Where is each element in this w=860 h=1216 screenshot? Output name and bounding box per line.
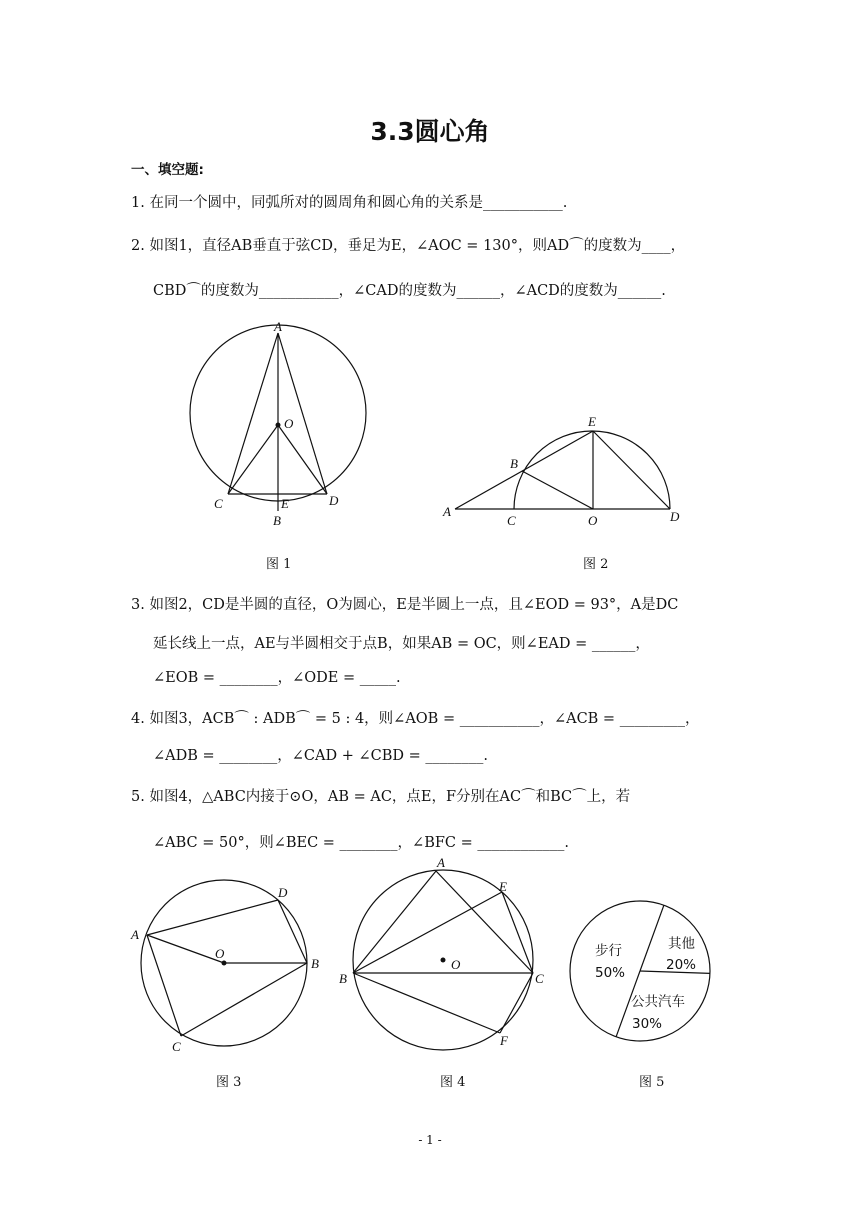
fig1-line-od [278,425,327,494]
figure-1-caption: 图 1 [266,557,292,572]
fig4-label-b: B [339,971,347,986]
pie-label-bus: 公共汽车 [631,994,685,1010]
fig4-label-e: E [499,879,507,894]
page-number: - 1 - [418,1133,442,1147]
page-title: 3.3圆心角 [370,117,490,146]
fig4-line-fc [500,973,533,1033]
fig2-label-o: O [588,513,598,528]
fig1-label-c: C [214,496,223,511]
figure-2-caption: 图 2 [583,557,609,572]
fig2-semicircle [514,431,670,509]
fig4-line-bf [353,973,500,1033]
fig3-label-d: D [278,885,288,900]
fig1-label-d: D [329,493,339,508]
section-heading: 一、填空题: [131,162,204,178]
figure-2 [455,431,670,509]
pie-value-other: 20% [666,957,697,973]
fig4-label-c: C [535,971,544,986]
fig3-center-dot [222,961,227,966]
fig1-label-a: A [274,319,282,334]
fig2-line-ed [593,431,670,509]
fig3-line-db [278,900,307,963]
figure-3-caption: 图 3 [216,1075,242,1090]
fig4-line-be [353,892,502,973]
question-4-line-2: ∠ADB = ________，∠CAD + ∠CBD = ________. [153,748,488,764]
fig2-label-b: B [510,456,518,471]
question-3-line-1: 3. 如图2，CD是半圆的直径，O为圆心，E是半圆上一点，且∠EOD = 93°，A是DC [131,597,679,613]
fig1-line-oc [228,425,278,494]
question-3-line-3: ∠EOB = ________，∠ODE = _____. [153,670,401,686]
fig2-label-e: E [588,414,596,429]
question-2-line-1: 2. 如图1，直径AB垂直于弦CD，垂足为E，∠AOC = 130°，则AD⌒的度数为____， [131,238,686,254]
fig1-label-o: O [284,416,294,431]
fig1-center-dot [276,423,281,428]
fig1-line-ad [278,333,327,494]
fig4-line-ab [353,871,436,973]
fig4-label-o: O [451,957,461,972]
figure-4-caption: 图 4 [440,1075,466,1090]
fig4-label-f: F [500,1033,508,1048]
question-5-line-2: ∠ABC = 50°，则∠BEC = ________，∠BFC = ____________. [153,835,569,851]
question-3-line-2: 延长线上一点，AE与半圆相交于点B，如果AB = OC，则∠EAD = ______， [153,636,650,652]
pie-divider-walk [640,905,664,971]
fig1-label-e: E [281,496,289,511]
question-4-line-1: 4. 如图3，ACB⌒ : ADB⌒ = 5 : 4，则∠AOB = ___________，∠ACB = _________， [131,711,700,727]
fig3-line-cb [181,963,307,1036]
fig3-label-a: A [131,927,139,942]
fig2-label-d: D [670,509,680,524]
fig3-label-o: O [215,946,225,961]
question-1: 1. 在同一个圆中，同弧所对的圆周角和圆心角的关系是___________. [131,195,568,211]
figure-5-caption: 图 5 [639,1075,665,1090]
fig1-label-b: B [273,513,281,528]
fig2-label-a: A [443,504,451,519]
fig3-label-b: B [311,956,319,971]
pie-value-bus: 30% [632,1016,663,1032]
pie-label-other: 其他 [668,936,695,952]
fig4-label-a: A [437,855,445,870]
question-5-line-1: 5. 如图4，△ABC内接于⊙O，AB = AC，点E，F分别在AC⌒和BC⌒上，若 [131,789,631,805]
question-2-line-2: CBD⌒的度数为___________，∠CAD的度数为______，∠ACD的度数为______. [153,283,666,299]
fig3-line-ao [147,935,224,963]
fig4-center-dot [441,958,446,963]
fig2-label-c: C [507,513,516,528]
pie-label-walk: 步行 [595,943,622,959]
figure-1 [190,325,366,511]
pie-value-walk: 50% [595,965,626,981]
fig2-line-bo [522,471,593,509]
fig3-label-c: C [172,1039,181,1054]
fig1-line-ac [228,333,278,494]
fig3-line-ad [147,900,278,935]
